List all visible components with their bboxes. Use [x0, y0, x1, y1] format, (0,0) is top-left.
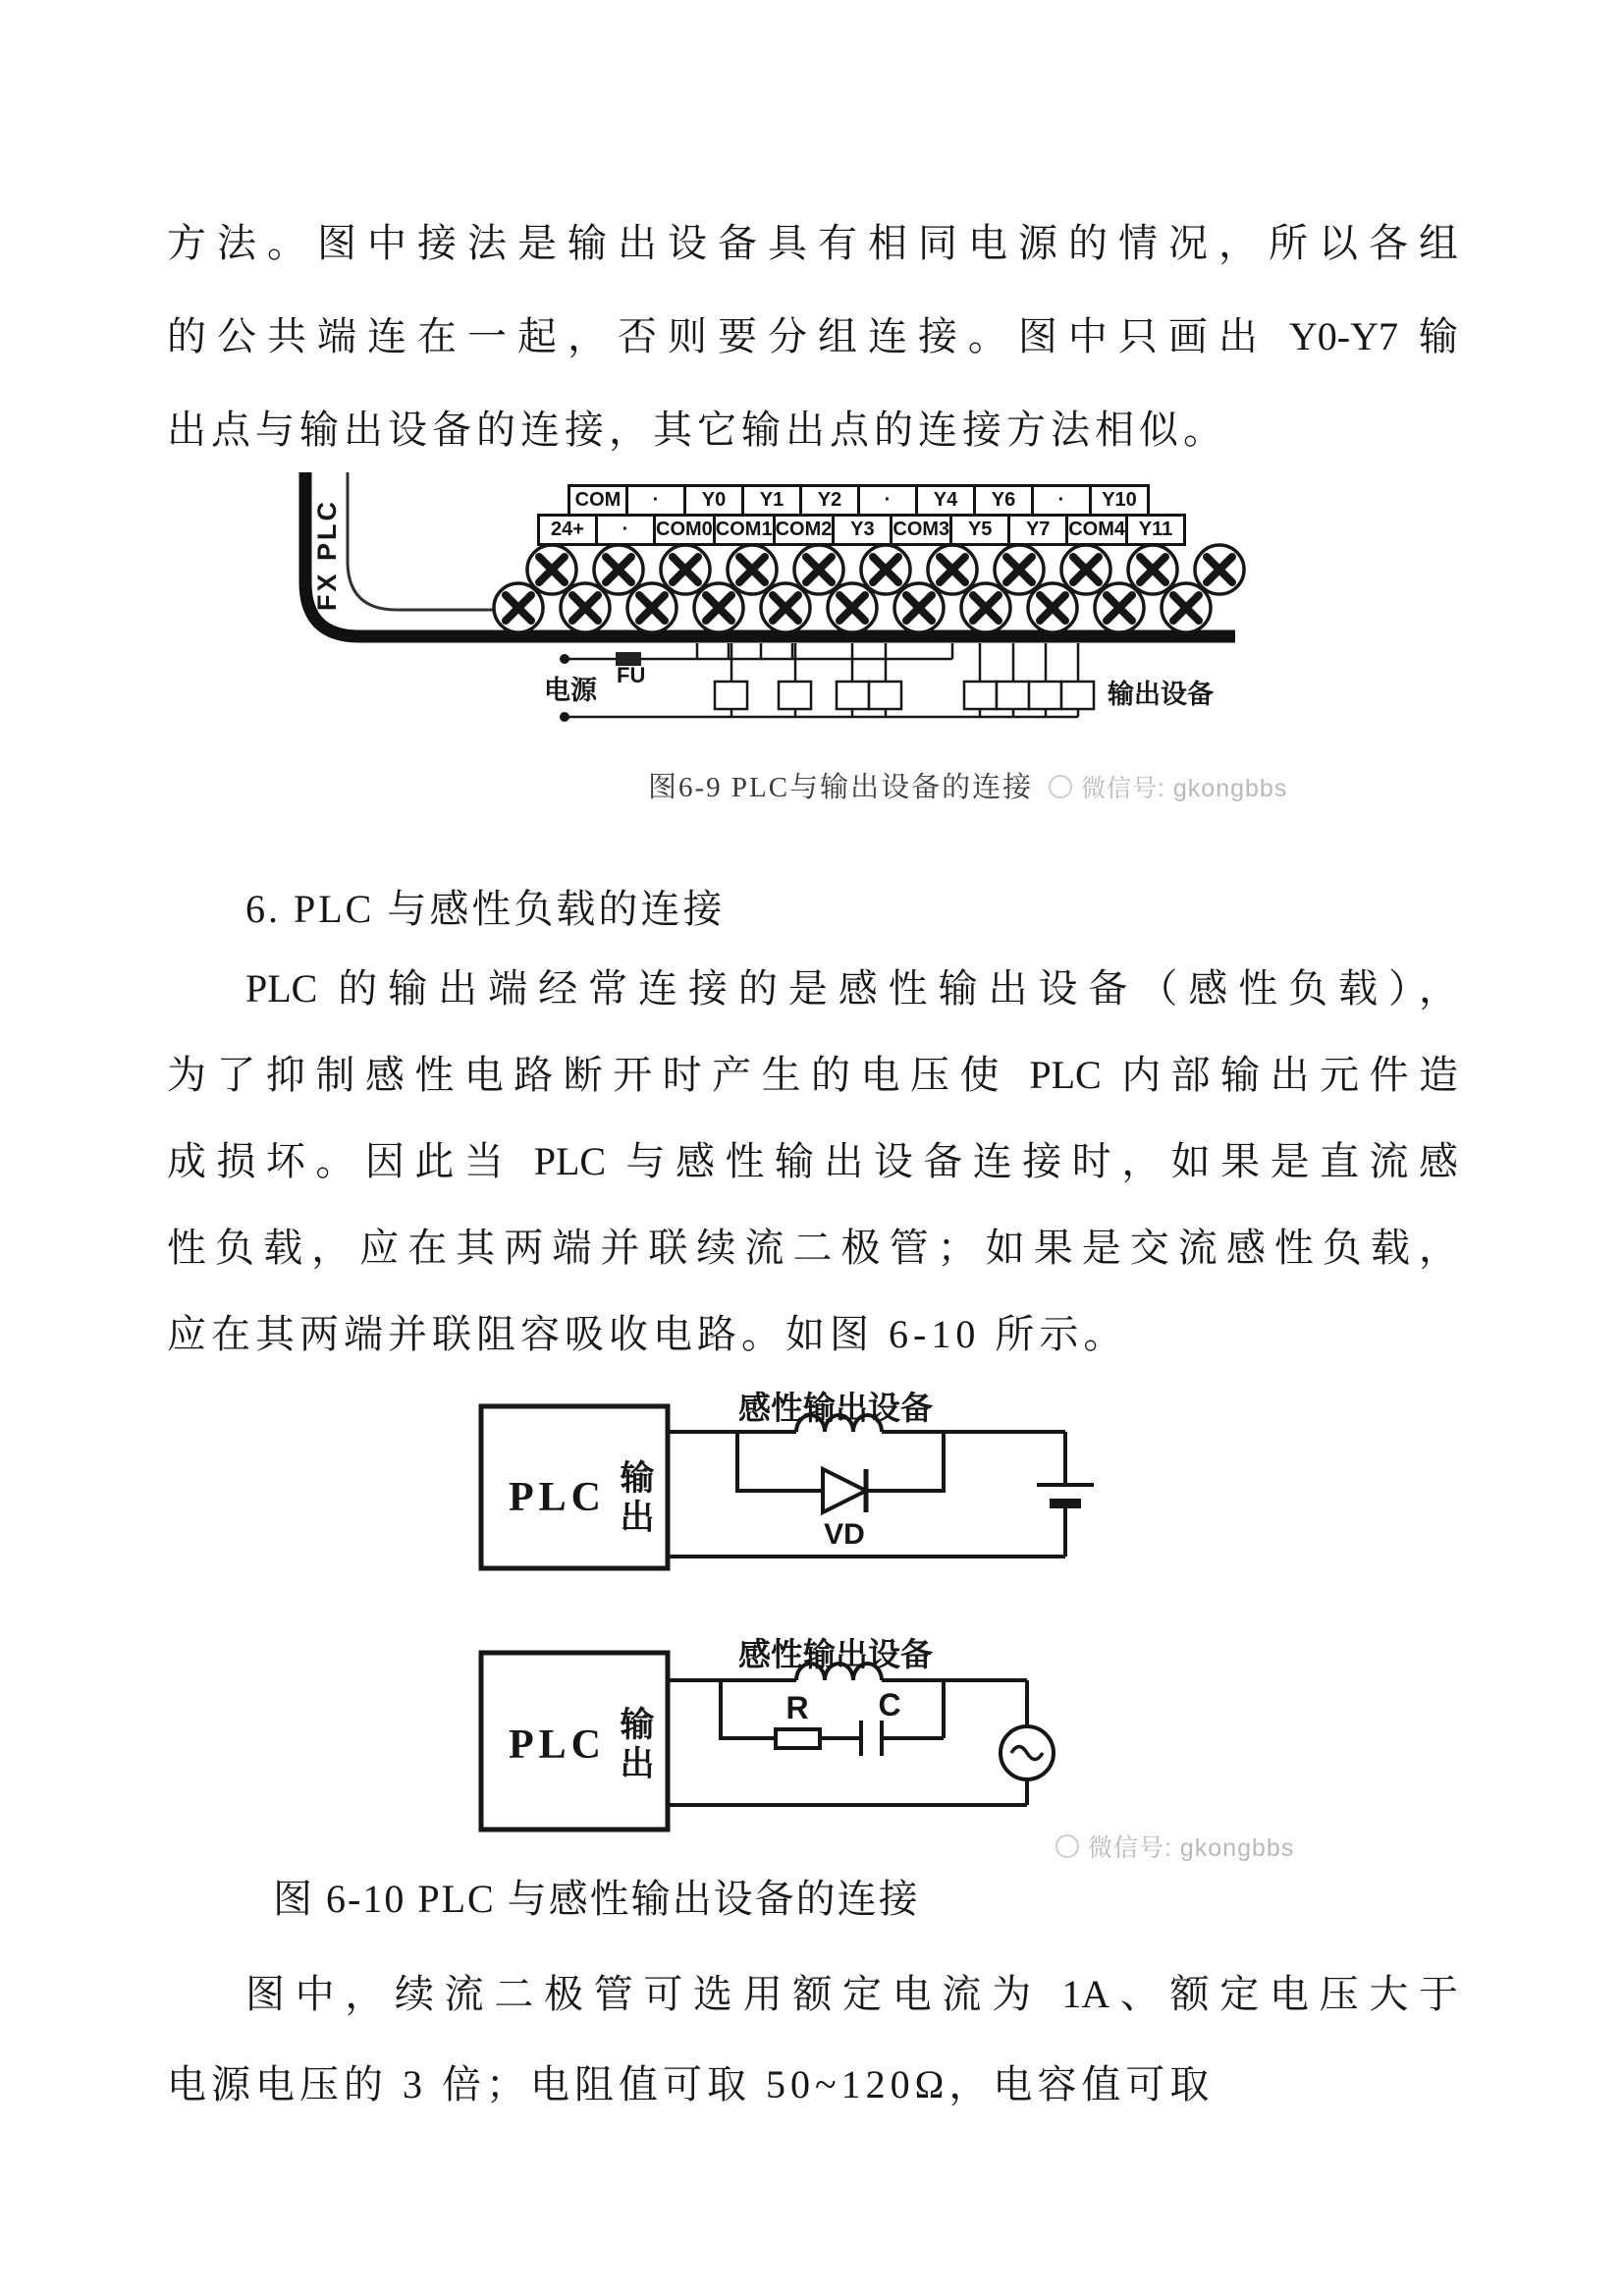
terminal-label: Y7: [1007, 514, 1068, 546]
terminal-row-bottom: [537, 514, 1183, 546]
fuse-label: FU: [617, 663, 646, 687]
terminal-label: COM3: [890, 514, 952, 546]
watermark: [1049, 769, 1287, 804]
terminal-label: ·: [625, 484, 686, 517]
figure-6-10-caption: 图 6-10 PLC 与感性输出设备的连接: [273, 1877, 920, 1921]
paragraph-3: [167, 1949, 1458, 2130]
text-line: 性负载，应在其两端并联续流二极管；如果是交流感性负载，: [167, 1226, 1458, 1270]
terminal-label: Y10: [1089, 484, 1150, 517]
terminal-label: Y2: [799, 484, 860, 517]
terminal-label: Y6: [973, 484, 1034, 517]
dc-diode-label: VD: [824, 1518, 865, 1551]
section-6-heading: 6. PLC 与感性负载的连接: [245, 887, 726, 931]
terminal-label: Y1: [741, 484, 802, 517]
terminal-row-top: [568, 484, 1147, 517]
terminal-label: 24+: [537, 514, 598, 546]
power-supply-label: 电源: [544, 676, 597, 705]
ac-capacitor-label: C: [878, 1687, 901, 1722]
plc-side-label: FX PLC: [312, 498, 342, 611]
text-line: 成损坏。因此当 PLC 与感性输出设备连接时，如果是直流感: [167, 1139, 1458, 1183]
ac-plc-label: PLC: [509, 1722, 606, 1768]
watermark: [1055, 1829, 1294, 1864]
figure-6-10-diagram: [432, 1375, 1119, 1866]
ac-device-label: 感性输出设备: [738, 1636, 933, 1672]
terminal-label: ·: [1031, 484, 1092, 517]
text-line: 出点与输出设备的连接，其它输出点的连接方法相似。: [167, 408, 1227, 452]
figure-6-9-caption: 图6-9 PLC与输出设备的连接: [648, 772, 1034, 803]
paragraph-1: [167, 196, 1458, 476]
ac-resistor-label: R: [785, 1690, 809, 1725]
watermark-text: 微信号: gkongbbs: [1088, 1834, 1295, 1862]
text-line: 方法。图中接法是输出设备具有相同电源的情况，所以各组: [167, 221, 1458, 265]
watermark-text: 微信号: gkongbbs: [1081, 775, 1288, 802]
watermark-logo-icon: [1049, 775, 1072, 798]
terminal-label: COM1: [713, 514, 776, 546]
dc-plc-label: PLC: [509, 1475, 606, 1520]
output-device-label: 输出设备: [1108, 680, 1214, 709]
watermark-logo-icon: [1055, 1834, 1079, 1858]
text-line: 为了抑制感性电路断开时产生的电压使 PLC 内部输出元件造: [167, 1053, 1458, 1097]
text-line: 图中，续流二极管可选用额定电流为 1A、额定电压大于: [245, 1972, 1458, 2016]
terminal-label: ·: [857, 484, 918, 517]
terminal-label: COM4: [1065, 514, 1128, 546]
terminal-label: COM2: [773, 514, 836, 546]
ac-output-label: 输出: [620, 1706, 655, 1783]
terminal-label: ·: [595, 514, 656, 546]
terminal-label: COM: [568, 484, 628, 517]
dc-output-label: 输出: [620, 1459, 655, 1537]
terminal-label: Y5: [949, 514, 1010, 546]
text-line: PLC 的输出端经常连接的是感性输出设备（感性负载），: [245, 966, 1458, 1011]
terminal-label: Y3: [832, 514, 893, 546]
terminal-label: Y4: [915, 484, 976, 517]
terminal-label: Y0: [683, 484, 744, 517]
text-line: 应在其两端并联阻容吸收电路。如图 6-10 所示。: [167, 1312, 1128, 1356]
dc-device-label: 感性输出设备: [738, 1390, 933, 1426]
terminal-label: Y11: [1125, 514, 1186, 546]
text-line: 的公共端连在一起，否则要分组连接。图中只画出 Y0-Y7 输: [167, 314, 1458, 358]
text-line: 电源电压的 3 倍；电阻值可取 50~120Ω，电容值可取: [167, 2062, 1215, 2106]
screw-terminals: [494, 545, 1244, 632]
paragraph-2: [167, 946, 1458, 1378]
terminal-label: COM0: [653, 514, 716, 546]
